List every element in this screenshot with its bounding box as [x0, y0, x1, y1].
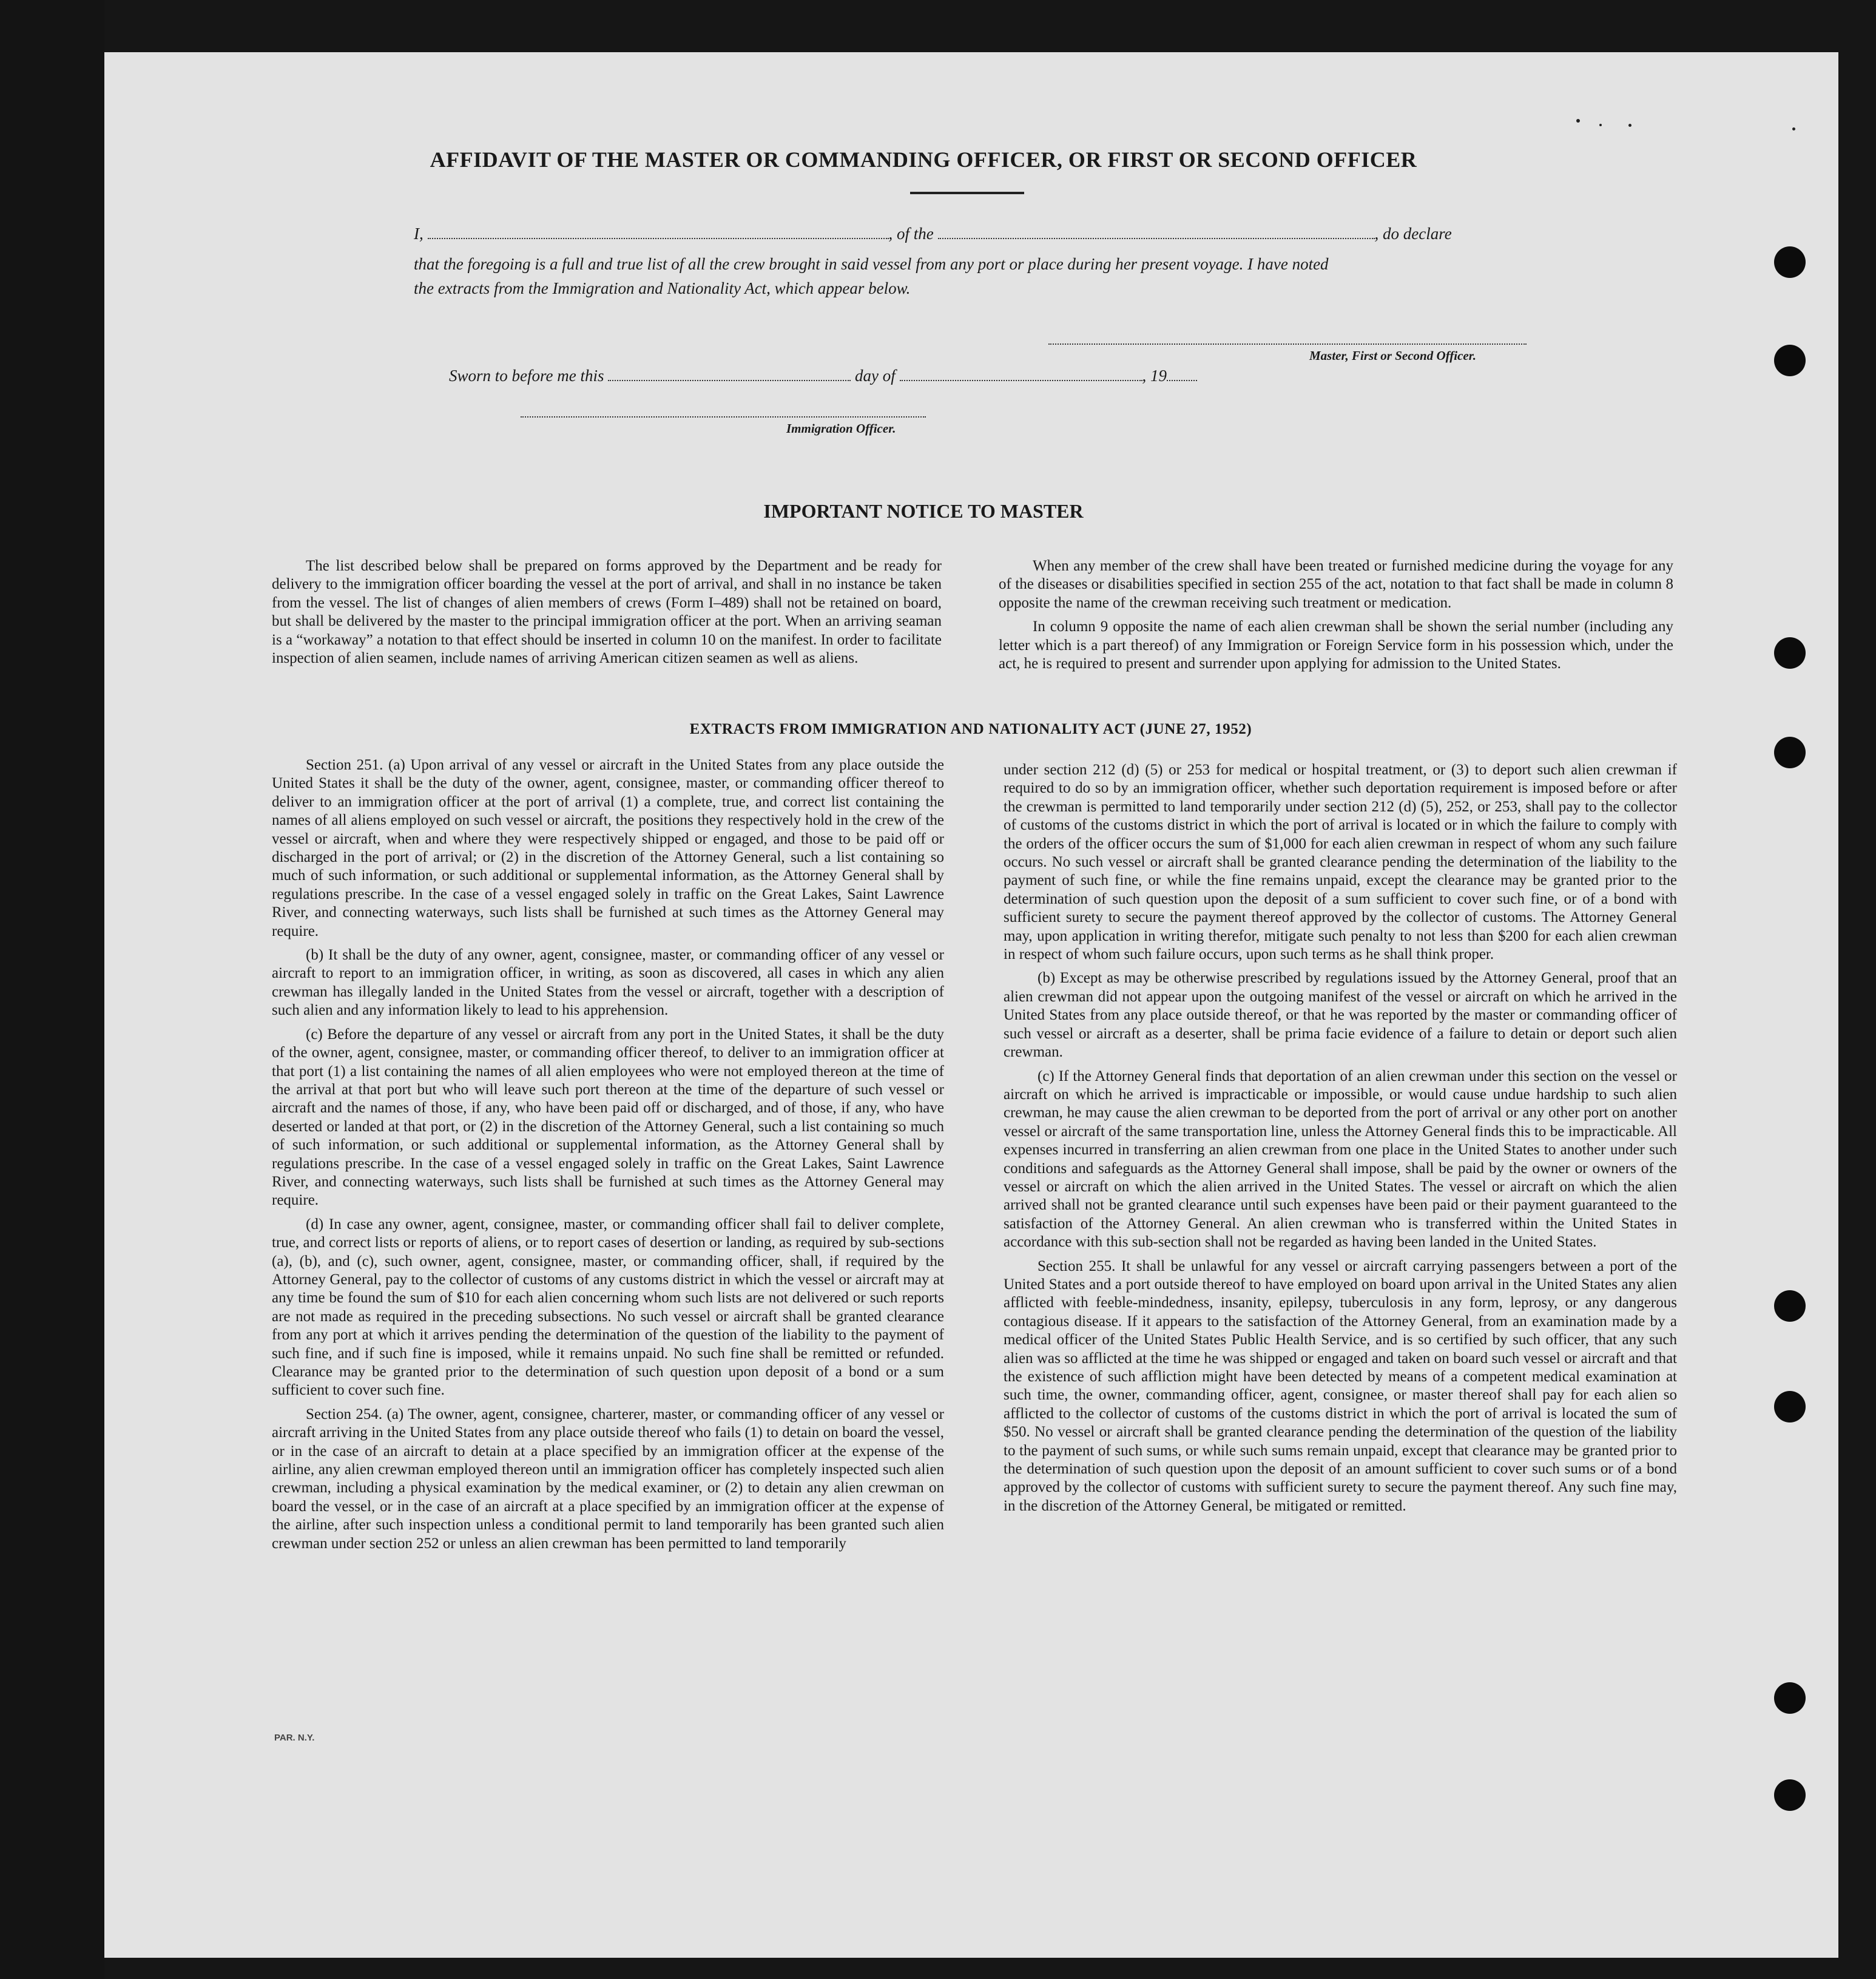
section-paragraph: (b) Except as may be otherwise prescribed by regulations issued by the Attorney General, proof that an alien crewman did not appear upon the outgoing manifest of the vessel or aircraft on which he arrived in the United States from any place outside thereof, or that he was reported by the master or commanding officer of such vessel or aircraft as a deserter, shall be prima facie evidence of a failure to detain or deport such alien crewman.	[1004, 970, 1677, 1061]
affidavit-title: AFFIDAVIT OF THE MASTER OR COMMANDING OFFICER, OR FIRST OR SECOND OFFICER	[430, 147, 1417, 172]
notice-paragraph: When any member of the crew shall have been treated or furnished medicine during the voyage for any of the diseases or disabilities specified in section 255 of the act, notation to that fact shall be made in column 8 opposite the name of the crewman receiving such treatment or medication.	[999, 558, 1673, 611]
declaration-line-2: the extracts from the Immigration and Nationality Act, which appear below.	[414, 279, 911, 297]
officer-signature-line[interactable]	[521, 416, 926, 418]
sworn-label: Sworn to before me this	[449, 367, 604, 385]
year-label: , 19	[1142, 367, 1167, 385]
punch-hole	[1774, 246, 1806, 278]
notice-heading: IMPORTANT NOTICE TO MASTER	[763, 500, 1084, 522]
notice-paragraph: The list described below shall be prepared on forms approved by the Department and be ready for delivery to the immigration officer boarding the vessel at the port of arrival, and shall in no instance be taken from the vessel. The list of changes of alien members of crews (Form I–489) shall not be retained on board, but shall be delivered by the master to the principal immigration officer at the port. When an arriving seaman is a “workaway” a notation to that effect should be inserted in column 10 on the manifest. In order to facilitate inspection of alien seamen, include names of arriving American citizen seamen as well as aliens.	[272, 558, 942, 667]
punch-hole	[1774, 1682, 1806, 1714]
extracts-right-column	[1004, 761, 1677, 1521]
sworn-year-blank[interactable]	[1167, 368, 1197, 381]
notice-left-column	[272, 557, 942, 673]
notice-paragraph: In column 9 opposite the name of each alien crewman shall be shown the serial number (including any letter which is a part thereof) of any Immigration or Foreign Service form in his possession which, under the act, he is required to present and surrender upon applying for admission to the United States.	[999, 618, 1673, 672]
i-label: I,	[414, 225, 423, 243]
declaration-line-1: that the foregoing is a full and true list of all the crew brought in said vessel from any port or place during her present voyage. I have noted	[414, 255, 1329, 273]
name-blank[interactable]	[428, 226, 889, 239]
day-of-label: day of	[855, 367, 896, 385]
printer-imprint: PAR. N.Y.	[274, 1733, 315, 1743]
sworn-month-blank[interactable]	[900, 368, 1142, 381]
scan-speck	[1628, 124, 1631, 127]
title-rule	[910, 192, 1024, 194]
officer-signature-label: Immigration Officer.	[786, 421, 896, 436]
scan-left-edge	[0, 0, 104, 1979]
vessel-blank[interactable]	[938, 226, 1375, 239]
extracts-left-column	[272, 756, 944, 1558]
scan-speck	[1576, 119, 1580, 123]
scan-speck	[1792, 127, 1795, 130]
punch-hole	[1774, 1779, 1806, 1811]
declaration-fill-line	[414, 225, 1530, 243]
section-paragraph: (d) In case any owner, agent, consignee, master, or commanding officer shall fail to deliver complete, true, and correct lists or reports of aliens, or to report cases of desertion or landing, as required by sub-sections (a), (b), and (c), such owner, agent, consignee, master, or commanding officer, shall, if required by the Attorney General, pay to the collector of customs of any customs district in which the vessel or aircraft may at any time be found the sum of $10 for each alien concerning whom such lists are not delivered or such reports are not made as required in the preceding subsections. No such vessel or aircraft shall be granted clearance from any port at which it arrives pending the determination of the question of the liability to the payment of such fine, and if such fine is imposed, while it remains unpaid. No such fine shall be remitted or refunded. Clearance may be granted prior to the determination of such question upon deposit of a bond or a sum sufficient to cover such fine.	[272, 1216, 944, 1399]
section-paragraph: (b) It shall be the duty of any owner, agent, consignee, master, or commanding officer of any vessel or aircraft to report to an immigration officer, in writing, as soon as discovered, all cases in which any alien crewman has illegally landed in the United States from the vessel or aircraft, together with a description of such alien and any information likely to lead to his apprehension.	[272, 947, 944, 1019]
section-paragraph: (c) Before the departure of any vessel or aircraft from any port in the United States, it shall be the duty of the owner, agent, consignee, master, or commanding officer thereof, to deliver to an immigration officer at that port (1) a list containing the names of all alien employees who were not employed thereon at the time of the arrival at that port but who will leave such port thereon at the time of the departure of such vessel or aircraft and the names of those, if any, who have been paid off or discharged, and of those, if any, who have deserted or landed at that port, or (2) in the discretion of the Attorney General, such a list containing so much of such information, or such additional or supplemental information, as the Attorney General shall by regulations prescribe. In the case of a vessel engaged solely in traffic on the Great Lakes, Saint Lawrence River, and connecting waterways, such lists shall be furnished at such times as the Attorney General may require.	[272, 1026, 944, 1209]
master-signature-label: Master, First or Second Officer.	[1309, 348, 1476, 363]
section-paragraph: (c) If the Attorney General finds that deportation of an alien crewman under this section on the vessel or aircraft on which he arrived is impracticable or impossible, or would cause undue hardship to such alien crewman, he may cause the alien crewman to be deported from the port of arrival or any other port on another vessel or aircraft of the same transportation line, unless the Attorney General finds this to be impracticable. All expenses incurred in transferring an alien crewman from one place in the United States to another under such conditions and safeguards as the Attorney General shall impose, shall be paid by the owner or owners of the vessel or aircraft on which the alien arrived in the United States. The vessel or aircraft on which the alien arrived shall not be granted clearance until such expenses have been paid or their payment guaranteed to the satisfaction of the Attorney General. An alien crewman who is transferred within the United States in accordance with this sub-section shall not be regarded as having been landed in the United States.	[1004, 1067, 1677, 1251]
do-declare-label: , do declare	[1374, 225, 1452, 243]
sworn-date-blank[interactable]	[608, 368, 851, 381]
punch-hole	[1774, 637, 1806, 669]
scan-speck	[1599, 124, 1602, 126]
section-paragraph: Section 255. It shall be unlawful for any vessel or aircraft carrying passengers between a port of the United States and a port outside thereof to have employed on board upon arrival in the United States any alien afflicted with feeble-mindedness, insanity, epilepsy, tuberculosis in any form, leprosy, or any dangerous contagious disease. If it appears to the satisfaction of the Attorney General, from an examination made by a medical officer of the United States Public Health Service, and is so certified by such officer, that any such alien was so afflicted at the time he was shipped or engaged and taken on board such vessel or aircraft and that the existence of such affliction might have been detected by means of a competent medical examination at such time, the owner, commanding officer, agent, consignee, or master thereof shall pay for each alien so afflicted to the collector of customs of the customs district in which the port of arrival is located the sum of $50. No vessel or aircraft shall be granted clearance pending the determination of the question of the liability to the payment of such sums, or while such sums remain unpaid, except that clearance may be granted prior to the determination of such question upon the deposit of an amount sufficient to cover such sums or of a bond approved by the collector of customs with sufficient surety to secure the payment thereof. Any such fine may, in the discretion of the Attorney General, be mitigated or remitted.	[1004, 1257, 1677, 1514]
notice-right-column	[999, 557, 1673, 678]
section-paragraph: under section 212 (d) (5) or 253 for medical or hospital treatment, or (3) to deport such alien crewman if required to do so by an immigration officer, whether such deportation requirement is imposed before or after the crewman is permitted to land temporarily under section 212 (d) (5), 252, or 253, shall pay to the collector of customs of the customs district in which the port of arrival is located or in which the failure to comply with the orders of the officer occurs the sum of $1,000 for each alien crewman in respect of whom any such failure occurs. No such vessel or aircraft shall be granted clearance pending the determination of the liability to the payment of such fine, or while the fine remains unpaid, except the clearance may be granted prior to the determination of such question upon the deposit of a sum sufficient to cover such fine, or of a bond with sufficient surety to secure the payment thereof approved by the collector of customs. The Attorney General may, upon application in writing therefor, mitigate such penalty to not less than $200 for each alien crewman in respect of whom such failure occurs, upon such terms as he shall think proper.	[1004, 762, 1677, 963]
section-paragraph: Section 254. (a) The owner, agent, consignee, charterer, master, or commanding officer of any vessel or aircraft arriving in the United States from any place outside thereof who fails (1) to detain on board the vessel, or in the case of an aircraft to detain at a place specified by an immigration officer at the expense of the airline, any alien crewman employed thereon until an immigration officer has completely inspected such alien crewman, including a physical examination by the medical examiner, or (2) to detain any alien crewman on board the vessel, or in the case of an aircraft at a place specified by an immigration officer at the expense of the airline, after such inspection unless a conditional permit to land temporarily has been granted such alien crewman under section 252 or unless an alien crewman has been permitted to land temporarily	[272, 1406, 944, 1552]
punch-hole	[1774, 1391, 1806, 1423]
punch-hole	[1774, 737, 1806, 768]
extracts-heading: EXTRACTS FROM IMMIGRATION AND NATIONALITY ACT (JUNE 27, 1952)	[689, 721, 1252, 737]
of-the-label: , of the	[888, 225, 934, 243]
section-paragraph: Section 251. (a) Upon arrival of any vessel or aircraft in the United States from any place outside the United States it shall be the duty of the owner, agent, consignee, master, or commanding officer thereof to deliver to an immigration officer at the port of arrival (1) a complete, true, and correct list containing the names of all aliens employed on such vessel or aircraft, the positions they respectively hold in the crew of the vessel or aircraft, when and where they were respectively shipped or engaged, and those to be paid off or discharged in the port of arrival; or (2) in the discretion of the Attorney General, such a list containing so much of such information, or such additional or supplemental information, as the Attorney General shall by regulations prescribe. In the case of a vessel engaged solely in traffic on the Great Lakes, Saint Lawrence River, and connecting waterways, such lists shall be furnished at such times as the Attorney General may require.	[272, 757, 944, 939]
sworn-line	[449, 367, 1565, 385]
punch-hole	[1774, 1290, 1806, 1322]
master-signature-line[interactable]	[1048, 343, 1527, 345]
punch-hole	[1774, 345, 1806, 376]
